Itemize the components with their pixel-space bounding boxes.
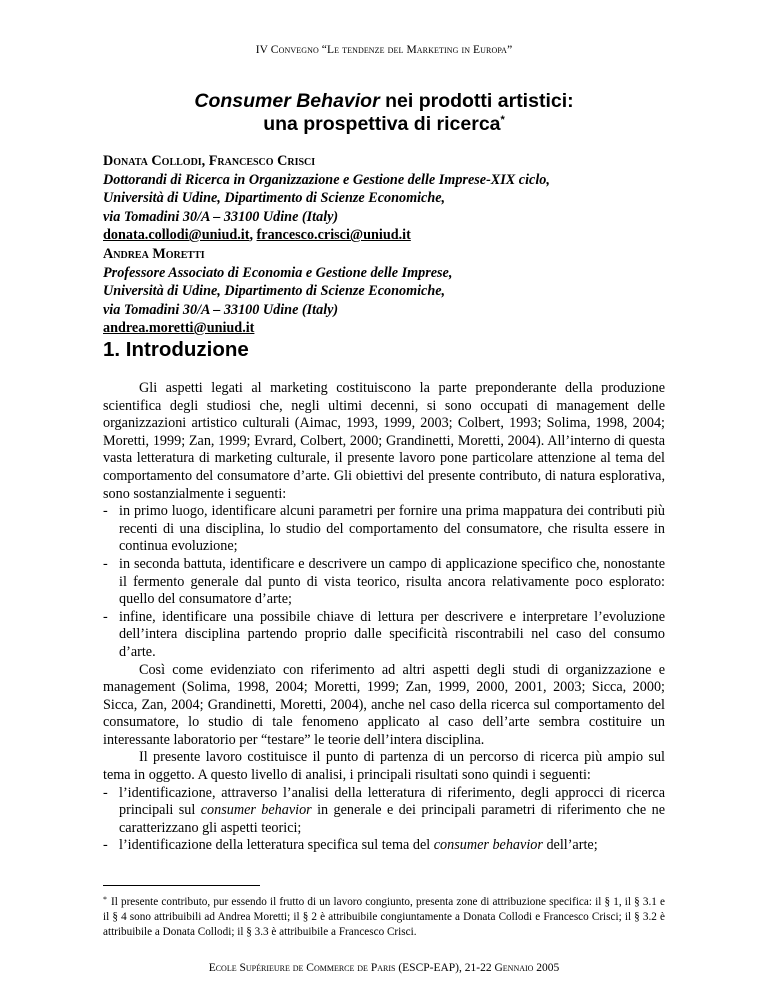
title-italic: Consumer Behavior: [194, 90, 380, 112]
author-block-1: [103, 152, 703, 245]
footnote-marker: *: [103, 895, 107, 904]
affiliation-line: via Tomadini 30/A – 33100 Udine (Italy): [103, 301, 339, 318]
email-link[interactable]: francesco.crisci@uniud.it: [256, 227, 411, 243]
list-dash: -: [103, 837, 108, 854]
list-item: - in primo luogo, identificare alcuni parametri per fornire una prima mappatura dei contributi più recenti di una disciplina, lo studio del comportamento del consumatore, che risulta essere in continua evoluzione;: [103, 503, 665, 555]
email-link[interactable]: andrea.moretti@uniud.it: [103, 320, 255, 336]
affiliation-line: via Tomadini 30/A – 33100 Udine (Italy): [103, 208, 339, 225]
list-item: - infine, identificare una possibile chiave di lettura per descrivere e interpretare l’evoluzione dell’intera disciplina partendo proprio dalle specificità riscontrabili nel caso del consumo d’arte.: [103, 608, 665, 660]
email-line: [103, 319, 703, 338]
section-heading: 1. Introduzione: [103, 338, 249, 361]
body-text: [103, 380, 665, 855]
footnote-rule: [103, 885, 260, 886]
title-footnote-marker[interactable]: *: [500, 114, 505, 126]
affiliation-line: Dottorandi di Ricerca in Organizzazione e Gestione delle Imprese-XIX ciclo,: [103, 171, 550, 188]
email-separator: ,: [249, 227, 257, 243]
list-item: - l’identificazione, attraverso l’analisi della letteratura di riferimento, degli approcci di ricerca principali sul consumer behavior in generale e dei principali parametri di riferimento che ne caratterizzano gli aspetti teorici;: [103, 784, 665, 836]
paragraph: Gli aspetti legati al marketing costituiscono la parte preponderante della produzione scientifica degli studiosi che, negli ultimi decenni, si sono occupati di management delle organizzazioni artistico culturali (Aimac, 1993, 1999, 2003; Colbert, 1993; Solima, 1998, 2004; Moretti, 1999; Zan, 1999; Evrard, Colbert, 2000; Grandinetti, Moretti, 2004). All’interno di questa vasta letteratura di marketing culturale, il presente lavoro pone particolare attenzione al tema del comportamento del consumatore d’arte. Gli obiettivi del presente contributo, di natura esplorativa, sono sostanzialmente i seguenti:: [103, 380, 665, 502]
email-link[interactable]: donata.collodi@uniud.it: [103, 227, 250, 243]
list-dash: -: [103, 555, 108, 572]
paper-title: [0, 90, 768, 136]
author-names: Andrea Moretti: [103, 246, 205, 262]
title-line-1-rest: nei prodotti artistici:: [379, 90, 574, 112]
list-dash: -: [103, 784, 108, 801]
affiliation-line: Università di Udine, Dipartimento di Scienze Economiche,: [103, 190, 446, 206]
author-block-2: [103, 245, 703, 338]
running-header: IV Convegno “Le tendenze del Marketing in Europa”: [255, 44, 513, 56]
list-item: - in seconda battuta, identificare e descrivere un campo di applicazione specifico che, nonostante il fermento generale dal punto di vista teorico, risulta ancora relativamente poco esplorato: quello del consumatore d’arte;: [103, 555, 665, 608]
footnote-text: Il presente contributo, pur essendo il frutto di un lavoro congiunto, presenta zone di attribuzione specifica: il § 1, il § 3.1 e il § 4 sono attribuibili ad Andrea Moretti; il § 2 è attribuibile congiuntamente a Donata Collodi e Francesco Crisci; il § 3.2 è attribuibile a Donata Collodi; il § 3.3 è attribuibile a Francesco Crisci.: [103, 896, 665, 938]
affiliation-line: Università di Udine, Dipartimento di Scienze Economiche,: [103, 283, 446, 299]
title-line-1: [0, 90, 768, 113]
list-item: - l’identificazione della letteratura specifica sul tema del consumer behavior dell’arte;: [103, 837, 598, 854]
author-names: Donata Collodi, Francesco Crisci: [103, 153, 316, 169]
running-footer: Ecole Supérieure de Commerce de Paris (ESCP-EAP), 21-22 Gennaio 2005: [208, 962, 560, 974]
paragraph: Il presente lavoro costituisce il punto di partenza di un percorso di ricerca più ampio sul tema in oggetto. A questo livello di analisi, i principali risultati sono quindi i seguenti:: [103, 749, 665, 784]
paragraph: Così come evidenziato con riferimento ad altri aspetti degli studi di organizzazione e management (Solima, 1998, 2004; Moretti, 1999; Zan, 1999, 2000, 2001, 2003; Sicca, 2000; Sicca, Zan, 2004; Grandinetti, Moretti, 2004), anche nel caso della ricerca sul comportamento del consumatore, lo studio di tale fenomeno applicato al caso dell’arte sembra costituire un interessante laboratorio per “testare” le teorie dell’intera disciplina.: [103, 661, 665, 748]
list-dash: -: [103, 608, 108, 625]
email-line: [103, 226, 703, 245]
affiliation-line: Professore Associato di Economia e Gestione delle Imprese,: [103, 264, 453, 281]
list-dash: -: [103, 503, 108, 520]
title-line-2: una prospettiva di ricerca*: [263, 113, 505, 135]
footnote: [103, 895, 665, 940]
